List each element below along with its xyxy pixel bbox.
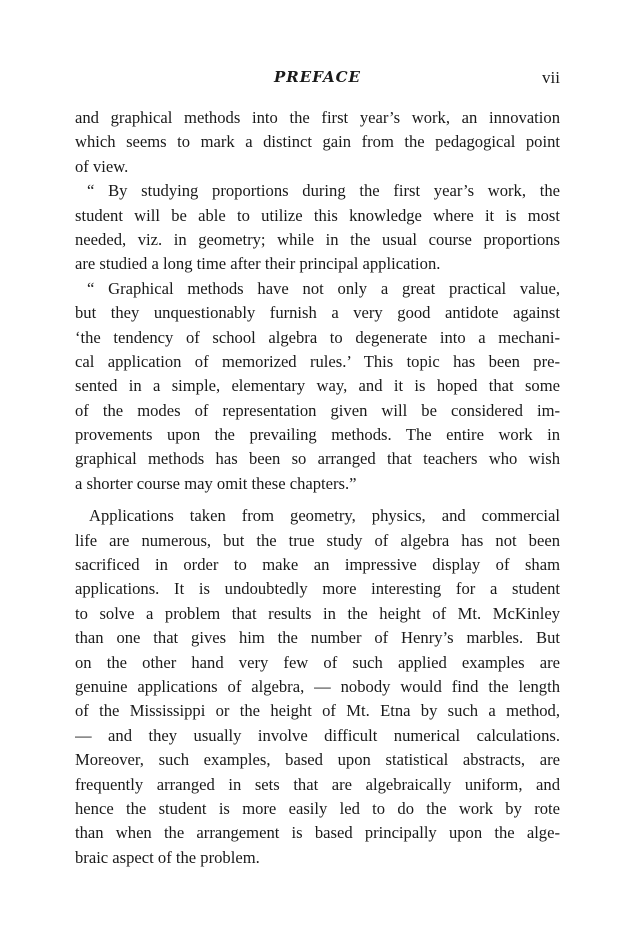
text-line: which seems to mark a distinct gain from the pedagogical point (75, 132, 560, 152)
text-line: “ By studying proportions during the first year’s work, the (87, 181, 560, 201)
paragraph-applications (75, 504, 560, 870)
paragraph-gap (75, 496, 560, 504)
text-line: genuine applications of algebra, — nobody would find the length (75, 676, 560, 696)
text-line: life are numerous, but the true study of algebra has not been (75, 530, 560, 550)
text-line: on the other hand very few of such applied examples are (75, 652, 560, 672)
text-line: needed, viz. in geometry; while in the usual course proportions (75, 229, 560, 249)
text-line: Applications taken from geometry, physics, and commercial (89, 506, 560, 526)
text-line: but they unquestionably furnish a very good antidote against (75, 303, 560, 323)
text-line: applications. It is undoubtedly more interesting for a student (75, 579, 560, 599)
running-title: PREFACE (274, 68, 361, 86)
text-line: sented in a simple, elementary way, and it is hoped that some (75, 376, 560, 396)
text-line: of view. (75, 156, 129, 176)
text-line: — and they usually involve difficult numerical calculations. (75, 725, 560, 745)
text-line: graphical methods has been so arranged that teachers who wish (75, 449, 560, 469)
text-line: “ Graphical methods have not only a great practical value, (87, 278, 560, 298)
paragraph-continuation (75, 106, 560, 179)
page-number: vii (542, 68, 560, 87)
text-line: provements upon the prevailing methods. The entire work in (75, 425, 560, 445)
running-head (75, 68, 560, 92)
text-line: student will be able to utilize this knowledge where it is most (75, 205, 560, 225)
paragraph-graphical-methods (75, 277, 560, 497)
text-line: and graphical methods into the first year’s work, an innovation (75, 108, 560, 127)
text-line: of the Mississippi or the height of Mt. Etna by such a method, (75, 701, 560, 721)
text-line: ‘the tendency of school algebra to degenerate into a mechani- (75, 327, 560, 347)
text-line: sacrificed in order to make an impressive display of sham (75, 555, 560, 575)
paragraph-proportions (75, 179, 560, 277)
text-line: cal application of memorized rules.’ This topic has been pre- (75, 351, 560, 371)
text-line: are studied a long time after their principal application. (75, 254, 441, 274)
text-line: a shorter course may omit these chapters.” (75, 473, 357, 493)
text-line: braic aspect of the problem. (75, 847, 260, 867)
text-line: to solve a problem that results in the height of Mt. McKinley (75, 603, 560, 623)
text-line: Moreover, such examples, based upon statistical abstracts, are (75, 750, 560, 770)
text-line: of the modes of representation given will be considered im- (75, 400, 560, 420)
text-line: than one that gives him the number of Henry’s marbles. But (75, 628, 560, 648)
text-line: frequently arranged in sets that are algebraically uniform, and (75, 774, 560, 794)
body-text (75, 106, 560, 870)
text-line: than when the arrangement is based principally upon the alge- (75, 823, 560, 843)
text-line: hence the student is more easily led to do the work by rote (75, 798, 560, 818)
